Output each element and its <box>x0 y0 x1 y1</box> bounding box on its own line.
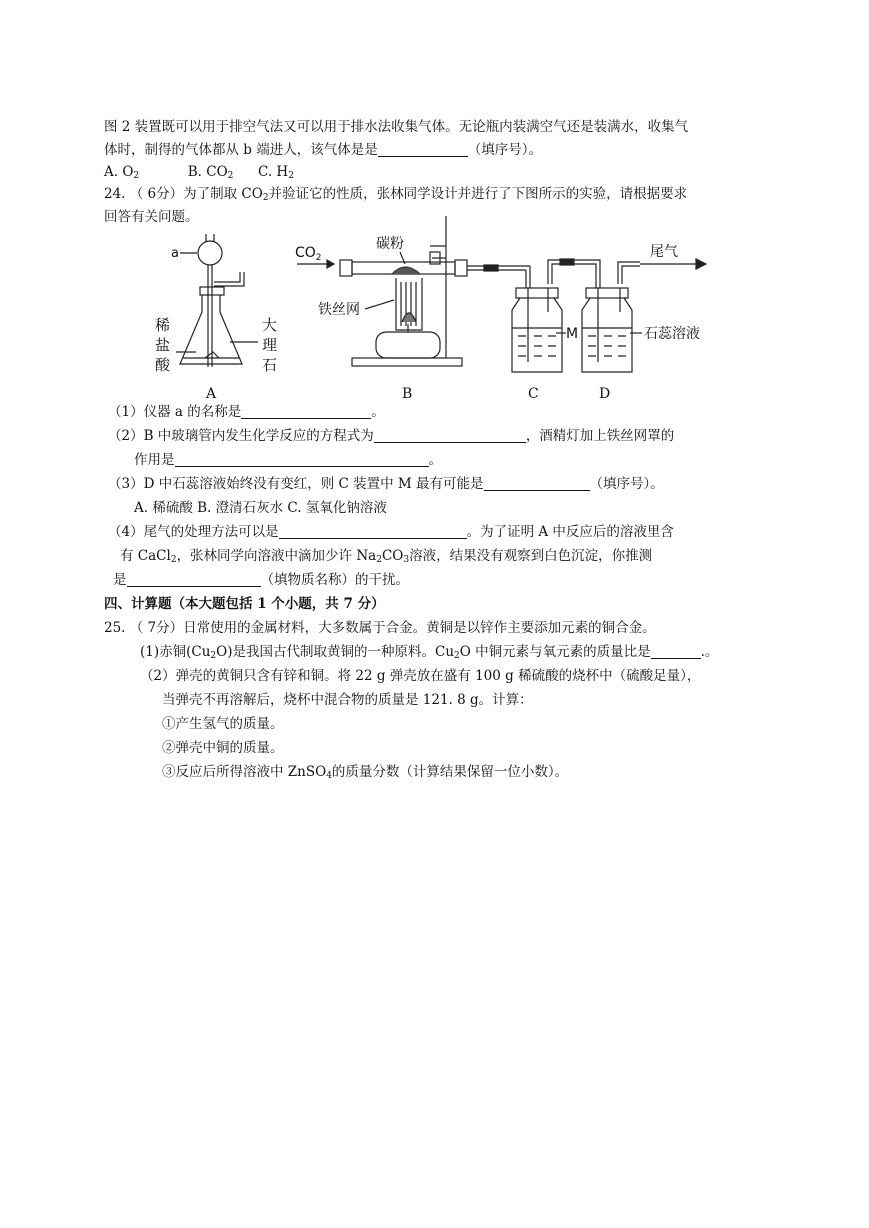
bottle-d <box>582 288 700 402</box>
q24-part2: （2）B 中玻璃管内发生化学反应的方程式为 ，酒精灯加上铁丝网罩的 <box>108 428 675 444</box>
q23-option-b: B. $CO_2$ <box>187 164 234 181</box>
q23-line1: 图 2 装置既可以用于排空气法又可以用于排水法收集气体。无论瓶内装满空气还是装满水，收集气 <box>104 119 689 135</box>
q24-heading-line2: 回答有关问题。 <box>104 209 199 225</box>
apparatus-a <box>155 234 277 402</box>
q25-calc-3: ③反应后所得溶液中 ZnSO$_4$的质量分数（计算结果保留一位小数）。 <box>162 764 569 781</box>
q25-calc-1: ①产生氢气的质量。 <box>162 716 284 732</box>
q24-part2-cont: 作用是 。 <box>134 452 442 468</box>
label-tiesiwang: 铁丝网 <box>318 302 360 318</box>
exhaust-arrow <box>640 244 706 269</box>
answer-blank[interactable] <box>651 643 701 659</box>
q23-options <box>104 162 294 182</box>
q24-part4-cont2: 是 （填物质名称）的干扰。 <box>113 572 409 588</box>
label-tanfen: 碳粉 <box>376 236 404 252</box>
caption-b: B <box>402 386 413 402</box>
label-xi: 稀 <box>155 316 171 334</box>
q25-part2-cont: 当弹壳不再溶解后，烧杯中混合物的质量是 121. 8 g。计算： <box>162 692 533 708</box>
apparatus-b <box>295 216 467 402</box>
answer-blank[interactable] <box>484 475 590 491</box>
bottle-c <box>512 288 578 402</box>
answer-blank[interactable] <box>374 427 526 443</box>
q24-part1: （1）仪器 a 的名称是 。 <box>108 404 385 420</box>
caption-d: D <box>599 386 611 402</box>
q25-part1: (1)赤铜$(Cu_2O)$是我国古代制取黄铜的一种原料。$Cu_2O$ 中铜元素与氧元素的质量比是 .。 <box>140 644 719 661</box>
label-da: 大 <box>262 316 278 334</box>
q25-calc-2: ②弹壳中铜的质量。 <box>162 740 284 756</box>
q24-part4-cont: 有 CaCl$_2$，张林同学向溶液中滴加少许 $Na_2CO_3$溶液，结果没有观察到白色沉淀，你推测 <box>120 548 653 565</box>
q23-line2-suffix: （填序号）。 <box>467 142 542 158</box>
section-title: 四、计算题（本大题包括 1 个小题，共 7 分） <box>104 596 385 612</box>
q24-heading: 24. （ 6分）为了制取 $CO_2$并验证它的性质，张林同学设计并进行了下图所示的实验，请根据要求 <box>104 186 688 203</box>
answer-blank[interactable] <box>127 571 261 587</box>
label-m: M <box>566 326 579 342</box>
label-suan: 酸 <box>155 356 171 374</box>
label-co2: $CO_2$ <box>295 245 322 263</box>
answer-blank[interactable] <box>241 403 371 419</box>
caption-c: C <box>528 386 539 402</box>
q23-line2 <box>104 140 542 160</box>
q24-part4: （4）尾气的处理方法可以是 。为了证明 A 中反应后的溶液里含 <box>108 524 674 540</box>
answer-blank[interactable] <box>378 141 468 157</box>
q24-part3: （3）D 中石蕊溶液始终没有变红，则 C 装置中 M 最有可能是 （填序号）。 <box>108 476 664 492</box>
connecting-tubes <box>467 259 640 288</box>
label-shirui: 石蕊溶液 <box>644 326 700 342</box>
q25-part2: （2）弹壳的黄铜只含有锌和铜。将 22 g 弹壳放在盛有 100 g 稀硫酸的烧杯中（硫酸足量）， <box>140 668 701 684</box>
label-shi: 石 <box>262 356 278 374</box>
q25-heading: 25. （ 7分）日常使用的金属材料，大多数属于合金。黄铜是以锌作主要添加元素的铜合金。 <box>104 620 656 636</box>
q23-line2-text: 体时，制得的气体都从 b 端进人，该气体是是 <box>104 142 378 158</box>
apparatus-figure <box>0 212 869 402</box>
caption-a: A <box>206 386 217 402</box>
q23-option-c: C. $H_2$ <box>257 164 294 181</box>
q23-option-a: A. $O_2$ <box>104 164 140 181</box>
answer-blank[interactable] <box>175 451 429 467</box>
label-yan: 盐 <box>155 336 171 354</box>
label-a: a <box>171 246 179 261</box>
answer-blank[interactable] <box>279 523 467 539</box>
label-li: 理 <box>262 336 278 354</box>
q24-part3-options: A. 稀硫酸 B. 澄清石灰水 C. 氢氧化钠溶液 <box>134 500 387 516</box>
label-weiqi: 尾气 <box>650 244 678 260</box>
